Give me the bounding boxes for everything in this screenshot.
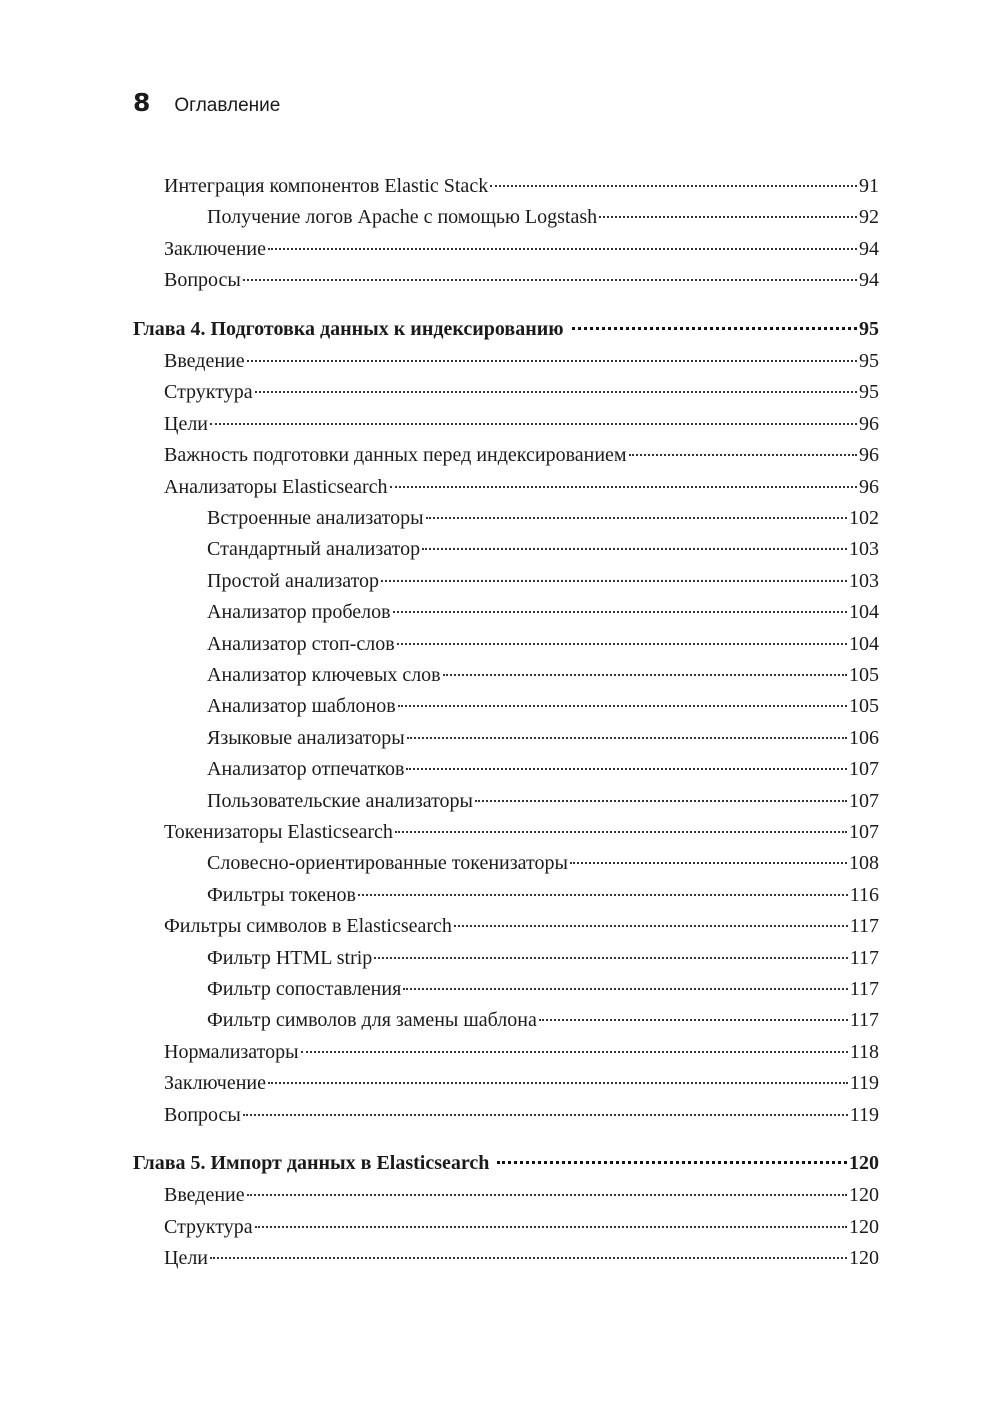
toc-entry-title: Анализатор отпечатков bbox=[207, 758, 405, 781]
dot-leader bbox=[454, 925, 848, 927]
toc-entry-title: Анализатор стоп-слов bbox=[207, 632, 395, 655]
toc-entry-title: Глава 5. Импорт данных в Elasticsearch bbox=[133, 1152, 490, 1174]
running-title: Оглавление bbox=[174, 95, 281, 116]
dot-leader bbox=[599, 216, 857, 218]
toc-entry-title: Глава 4. Подготовка данных к индексированию bbox=[133, 317, 564, 340]
toc-entry-page: 91 bbox=[859, 175, 879, 197]
dot-leader bbox=[395, 831, 847, 833]
toc-entry-page: 103 bbox=[849, 569, 879, 592]
dot-leader bbox=[398, 705, 847, 707]
toc-entry-page: 92 bbox=[859, 206, 879, 229]
toc-entry-page: 105 bbox=[849, 695, 879, 718]
toc-entry-title: Фильтр HTML strip bbox=[207, 946, 373, 969]
toc-entry bbox=[207, 203, 879, 231]
dot-leader bbox=[406, 768, 847, 770]
toc-entry bbox=[164, 410, 879, 438]
toc-entry-title: Языковые анализаторы bbox=[207, 726, 405, 749]
toc-entry bbox=[207, 1006, 879, 1034]
toc-entry-page: 117 bbox=[849, 978, 879, 1000]
toc-chapter bbox=[133, 315, 879, 343]
toc-entry bbox=[164, 1038, 879, 1066]
toc-entry-title: Структура bbox=[164, 1215, 253, 1238]
toc-entry-page: 117 bbox=[849, 946, 879, 969]
dot-leader bbox=[629, 454, 857, 456]
dot-leader bbox=[403, 988, 847, 990]
toc-entry-title: Нормализаторы bbox=[164, 1040, 299, 1063]
toc-entry bbox=[164, 266, 879, 294]
toc-entry bbox=[164, 172, 879, 200]
toc-entry-title: Анализатор ключевых слов bbox=[207, 664, 441, 686]
toc-entry-page: 96 bbox=[859, 444, 879, 467]
toc-entry-page: 117 bbox=[849, 1009, 879, 1032]
dot-leader bbox=[243, 279, 857, 281]
toc-entry-page: 120 bbox=[849, 1152, 879, 1174]
toc-entry-title: Простой анализатор bbox=[207, 569, 380, 592]
toc-entry-page: 120 bbox=[849, 1184, 879, 1207]
toc-entry bbox=[207, 881, 879, 909]
toc-entry-page: 104 bbox=[849, 632, 879, 655]
toc-entry-title: Фильтры токенов bbox=[207, 883, 356, 906]
toc-entry-page: 120 bbox=[849, 1215, 879, 1238]
dot-leader bbox=[243, 1114, 848, 1116]
toc-entry-title: Анализатор пробелов bbox=[207, 601, 391, 624]
toc-entry-title: Цели bbox=[164, 412, 209, 435]
toc-entry bbox=[207, 661, 879, 689]
toc-entry bbox=[164, 1181, 879, 1209]
toc-entry-title: Важность подготовки данных перед индексированием bbox=[164, 444, 627, 467]
toc-entry-page: 95 bbox=[859, 317, 879, 340]
dot-leader bbox=[247, 1194, 847, 1196]
dot-leader bbox=[210, 1257, 847, 1259]
toc-entry-title: Структура bbox=[164, 381, 253, 404]
toc-entry bbox=[164, 1213, 879, 1241]
dot-leader bbox=[390, 486, 857, 488]
toc-entry bbox=[207, 598, 879, 626]
toc-entry-title: Стандартный анализатор bbox=[207, 538, 421, 561]
toc-entry-page: 107 bbox=[849, 789, 879, 812]
toc-entry bbox=[164, 1244, 879, 1272]
dot-leader bbox=[407, 737, 847, 739]
toc-entry-title: Заключение bbox=[164, 1072, 266, 1095]
toc-entry bbox=[207, 692, 879, 720]
dot-leader bbox=[301, 1051, 848, 1053]
page-number: 8 bbox=[133, 88, 151, 117]
dot-leader bbox=[397, 643, 847, 645]
dot-leader bbox=[374, 957, 847, 959]
toc-entry-page: 117 bbox=[849, 915, 879, 938]
toc-entry-page: 106 bbox=[849, 726, 879, 749]
toc-entry-title: Фильтры символов в Elasticsearch bbox=[164, 915, 452, 938]
toc-entry bbox=[207, 755, 879, 783]
toc-entry-title: Вопросы bbox=[164, 1103, 241, 1126]
toc-entry bbox=[164, 1101, 879, 1129]
toc-entry-page: 104 bbox=[849, 601, 879, 624]
toc-entry-title: Интеграция компонентов Elastic Stack bbox=[164, 175, 489, 197]
toc-entry-title: Введение bbox=[164, 350, 245, 372]
toc-entry-page: 105 bbox=[849, 664, 879, 686]
toc-entry bbox=[164, 378, 879, 406]
dot-leader bbox=[210, 423, 857, 425]
toc-entry-title: Токенизаторы Elasticsearch bbox=[164, 821, 393, 843]
toc-entry-page: 108 bbox=[849, 852, 879, 875]
toc-entry-title: Получение логов Apache с помощью Logstash bbox=[207, 206, 598, 229]
dot-leader bbox=[422, 548, 847, 550]
toc-entry-title: Вопросы bbox=[164, 269, 241, 292]
toc-entry-title: Анализатор шаблонов bbox=[207, 695, 396, 718]
toc-entry bbox=[164, 473, 879, 501]
toc-entry-title: Цели bbox=[164, 1247, 209, 1270]
toc-entry-title: Анализаторы Elasticsearch bbox=[164, 475, 388, 498]
toc-entry-page: 107 bbox=[849, 821, 879, 843]
toc-entry bbox=[207, 567, 879, 595]
toc-entry bbox=[164, 1069, 879, 1097]
dot-leader bbox=[539, 1019, 848, 1021]
toc-entry-page: 94 bbox=[859, 237, 879, 260]
toc-entry bbox=[164, 912, 879, 940]
dot-leader bbox=[443, 674, 847, 676]
dot-leader bbox=[247, 360, 857, 362]
dot-leader bbox=[426, 517, 847, 519]
toc-entry-page: 107 bbox=[849, 758, 879, 781]
toc-entry-page: 119 bbox=[849, 1072, 879, 1095]
toc-entry bbox=[207, 849, 879, 877]
toc-entry bbox=[164, 441, 879, 469]
toc-entry-title: Словесно-ориентированные токенизаторы bbox=[207, 852, 568, 875]
toc-entry bbox=[207, 535, 879, 563]
toc-entry bbox=[207, 944, 879, 972]
dot-leader bbox=[475, 800, 847, 802]
dot-leader bbox=[490, 185, 857, 187]
dot-leader bbox=[393, 611, 847, 613]
dot-leader bbox=[358, 894, 848, 896]
toc-entry bbox=[207, 975, 879, 1003]
toc-entry-title: Фильтр сопоставления bbox=[207, 978, 402, 1000]
toc-entry-title: Пользовательские анализаторы bbox=[207, 789, 473, 812]
dot-leader bbox=[255, 1226, 847, 1228]
toc-entry-page: 95 bbox=[859, 350, 879, 372]
toc-entry bbox=[164, 235, 879, 263]
toc-entry-page: 94 bbox=[859, 269, 879, 292]
toc-entry-title: Введение bbox=[164, 1184, 245, 1207]
toc-entry-page: 102 bbox=[849, 507, 879, 529]
toc-entry-page: 95 bbox=[859, 381, 879, 404]
toc-entry bbox=[207, 724, 879, 752]
toc-entry-title: Фильтр символов для замены шаблона bbox=[207, 1009, 537, 1032]
toc-entry bbox=[207, 787, 879, 815]
toc-entry-page: 96 bbox=[859, 475, 879, 498]
toc-entry bbox=[164, 347, 879, 375]
toc-entry bbox=[164, 818, 879, 846]
toc-entry-title: Заключение bbox=[164, 237, 266, 260]
toc-entry-page: 119 bbox=[849, 1103, 879, 1126]
dot-leader bbox=[572, 327, 857, 330]
toc-entry-page: 96 bbox=[859, 412, 879, 435]
table-of-contents bbox=[133, 0, 879, 1413]
toc-entry bbox=[207, 630, 879, 658]
toc-entry-page: 120 bbox=[849, 1247, 879, 1270]
dot-leader bbox=[570, 862, 847, 864]
dot-leader bbox=[255, 391, 857, 393]
dot-leader bbox=[497, 1161, 847, 1164]
toc-entry-title: Встроенные анализаторы bbox=[207, 507, 424, 529]
toc-entry-page: 103 bbox=[849, 538, 879, 561]
dot-leader bbox=[268, 248, 857, 250]
toc-entry-page: 116 bbox=[849, 883, 879, 906]
dot-leader bbox=[268, 1082, 848, 1084]
toc-entry bbox=[207, 504, 879, 532]
toc-entry-page: 118 bbox=[849, 1040, 879, 1063]
dot-leader bbox=[381, 580, 847, 582]
toc-chapter bbox=[133, 1149, 879, 1177]
